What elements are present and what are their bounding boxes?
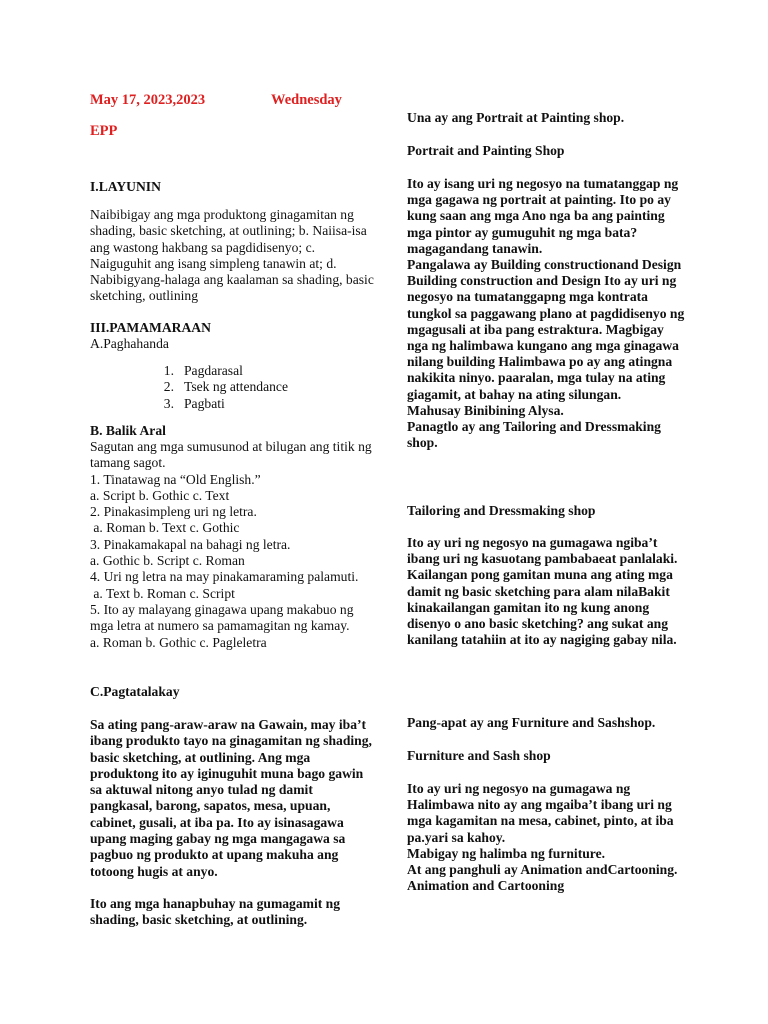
quiz-line: a. Roman b. Text c. Gothic (90, 520, 240, 536)
quiz-line: 4. Uri ng letra na may pinakamaraming palamuti. (90, 569, 359, 585)
quiz-line: a. Text b. Roman c. Script (90, 585, 235, 601)
list-item: 1. Pagdarasal (163, 363, 243, 378)
pamamaraan-heading: III.PAMAMARAAN (90, 320, 211, 335)
quiz-line: 1. Tinatawag na “Old English.” (90, 471, 261, 487)
lesson-date: May 17, 2023,2023 (90, 92, 206, 108)
subject-label: EPP (90, 123, 118, 139)
furniture-heading: Furniture and Sash shop (407, 748, 551, 763)
quiz-line: a. Roman b. Gothic c. Pagleletra (90, 634, 267, 650)
animation-intro: At ang panghuli ay Animation andCartooning. (407, 862, 678, 878)
animation-heading: Animation and Cartooning (407, 878, 565, 894)
list-item: 2. Tsek ng attendance (163, 379, 288, 395)
quiz-line: Sagutan ang mga sumusunod at bilugan ang titik ng tamang sagot. (90, 439, 372, 471)
furniture-and-animation (407, 781, 685, 894)
paghahanda-list (148, 363, 368, 412)
lesson-date-line (90, 92, 374, 109)
pagtatalakay-paragraph-2: Ito ang mga hanapbuhay na gumagamit ng shading, basic sketching, at outlining. (90, 896, 341, 928)
tailoring-intro: Panagtlo ay ang Tailoring and Dressmaking shop. (407, 419, 661, 451)
quiz-line: 3. Pinakamakapal na bahagi ng letra. (90, 536, 291, 552)
portrait-intro: Una ay ang Portrait at Painting shop. (407, 110, 625, 125)
quiz-line: 5. Ito ay malayang ginagawa upang makabuo ng mga letra at numero sa pamamagitan ng kamay. (90, 601, 354, 634)
tailoring-heading: Tailoring and Dressmaking shop (407, 503, 596, 518)
building-description: Building construction and Design Ito ay uri ng negosyo na tumatanggapng mga kontrata tungkol sa paggawang plano at pagdidisenyo ng mgagusali at iba pang estraktura. Magbigay nga ng halimbawa kungano ang mga ginagawa nilang building Halimbawa po ay ang atingna nakikita ninyo. paaralan, mga tulay na ating giagamit, at bahay na ating silungan. (407, 273, 685, 402)
balik-aral-heading: B. Balik Aral (90, 423, 166, 438)
layunin-text: Naibibigay ang mga produktong ginagamitan ng shading, basic sketching, at outlining; b. Naiisa-isa ang wastong hakbang sa pagdidisenyo; c. Naiguguhit ang isang simpleng tanawin at; d. Nabibigyang-halaga ang kaalaman sa shading, basic sketching, outlining (90, 207, 374, 304)
quiz-line: 2. Pinakasimpleng uri ng letra. (90, 504, 257, 520)
tailoring-description: Ito ay uri ng negosyo na gumagawa ngiba’t ibang uri ng kasuotang pambabaeat panlalaki. Kailangan pong gamitan muna ang ating mga damit ng basic sketching para alam nilaBakit kinakailangan gamitan ito ng kung anong disenyo o ano basic sketching? ang sukat ang kanilang tatahiin at ito ay nagiging gabay nila. (407, 535, 678, 648)
balik-aral-quiz (90, 439, 374, 651)
furniture-prompt: Mabigay ng halimba ng furniture. (407, 845, 606, 861)
building-intro: Pangalawa ay Building constructionand Design (407, 257, 682, 273)
furniture-description: Ito ay uri ng negosyo na gumagawa ng Halimbawa nito ay ang mgaiba’t ibang uri ng mga kagamitan na mesa, cabinet, pinto, at iba pa.yari sa kahoy. (407, 781, 674, 845)
furniture-intro: Pang-apat ay ang Furniture and Sashshop. (407, 715, 656, 730)
praise-line: Mahusay Binibining Alysa. (407, 402, 564, 418)
quiz-line: a. Script b. Gothic c. Text (90, 487, 230, 503)
portrait-description: Ito ay isang uri ng negosyo na tumatanggap ng mga gagawa ng portrait at painting. Ito po ay kung saan ang mga Ano nga ba ang painting mga pintor ay gumuguhit ng mga bata? magagandang tanawin. (407, 176, 679, 256)
paghahanda-label: A.Paghahanda (90, 336, 169, 351)
pagtatalakay-heading: C.Pagtatalakay (90, 684, 180, 699)
lesson-day: Wednesday (271, 92, 342, 108)
layunin-heading: I.LAYUNIN (90, 179, 161, 194)
pagtatalakay-paragraph-1: Sa ating pang-araw-araw na Gawain, may iba’t ibang produkto tayo na ginagamitan ng shading, basic sketching, at outlining. Ang mga produktong ito ay iginuguhit muna bago gawin sa aktuwal nitong anyo tulad ng damit pangkasal, barong, sapatos, mesa, upuan, cabinet, gusali, at iba pa. Ito ay isinasagawa upang maging gabay ng mga mangagawa sa pagbuo ng produkto at upang makuha ang totoong hugis at anyo. (90, 717, 372, 879)
list-item: 3. Pagbati (163, 395, 225, 411)
portrait-heading: Portrait and Painting Shop (407, 143, 565, 158)
business-descriptions (407, 176, 685, 451)
quiz-line: a. Gothic b. Script c. Roman (90, 553, 245, 569)
